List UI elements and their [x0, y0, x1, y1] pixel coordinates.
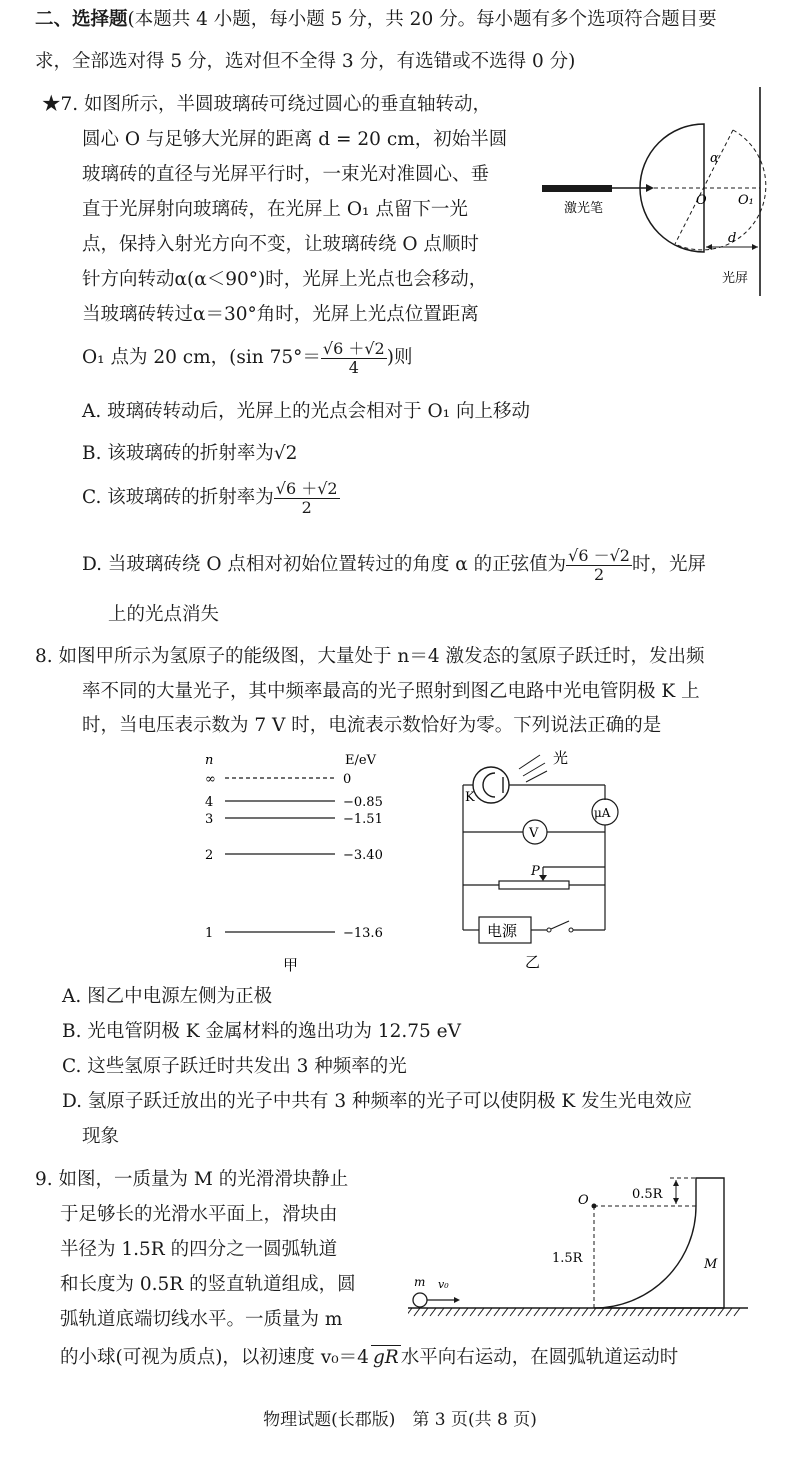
half-r-label: 0.5R	[632, 1187, 663, 1202]
q9-line-2: 于足够长的光滑水平面上，滑块由	[60, 1204, 338, 1225]
ground-hatch	[582, 1308, 588, 1316]
k-label: K	[465, 790, 475, 805]
sin75-fraction: $\frac{√6 +√2}{4}$	[322, 339, 385, 377]
ground-hatch	[542, 1308, 548, 1316]
energy-level-n: 3	[205, 812, 214, 827]
ground-hatch	[454, 1308, 460, 1316]
energy-level-n: 2	[205, 848, 214, 863]
energy-level-n: 4	[205, 795, 214, 810]
alpha-label: α	[710, 151, 719, 166]
ground-hatch	[590, 1308, 596, 1316]
q7-line-2: 圆心 O 与足够大光屏的距离 d = 20 cm，初始半圆	[82, 129, 508, 150]
ground-hatch	[550, 1308, 556, 1316]
q7-option-d: D. 当玻璃砖绕 O 点相对初始位置转过的角度 α 的正弦值为 $\frac{√6 -√2}{2}$ 时，光屏	[82, 546, 706, 584]
circuit-caption: 乙	[525, 953, 541, 971]
switch	[547, 928, 551, 932]
ground-hatch	[654, 1308, 660, 1316]
q8-line-3: 时，当电压表示数为 7 V 时，电流表示数恰好为零。下列说法正确的是	[82, 715, 662, 736]
ground-hatch	[606, 1308, 612, 1316]
ground-hatch	[534, 1308, 540, 1316]
ground-hatch	[726, 1308, 732, 1316]
ground-hatch	[494, 1308, 500, 1316]
q7-sin-line: O₁ 点为 20 cm，(sin 75°＝ $\frac{√6 +√2}{4}$ )则	[82, 339, 413, 377]
energy-level-value: 0	[343, 772, 352, 787]
light-label: 光	[553, 749, 569, 767]
q8-line-2: 率不同的大量光子，其中频率最高的光子照射到图乙电路中光电管阴极 K 上	[82, 681, 700, 702]
q8-line-1: 8. 如图甲所示为氢原子的能级图，大量处于 n＝4 激发态的氢原子跃迁时，发出频	[35, 646, 705, 667]
ground-hatch	[678, 1308, 684, 1316]
rheostat	[499, 881, 569, 889]
v-label: V	[529, 826, 539, 841]
section-intro-2: 求，全部选对得 5 分，选对但不全得 3 分，有选错或不选得 0 分)	[35, 51, 576, 72]
ground-hatch	[502, 1308, 508, 1316]
laser-pen-icon	[542, 185, 612, 192]
ground-hatch	[710, 1308, 716, 1316]
ball-mass-label: m	[414, 1275, 426, 1289]
ground-hatch	[422, 1308, 428, 1316]
center-label: O	[696, 193, 707, 208]
semicircle-prism-figure	[538, 82, 778, 302]
ball	[413, 1293, 427, 1307]
ground-hatch	[430, 1308, 436, 1316]
q9-line-6: 的小球(可视为质点)，以初速度 v₀＝4 gR 水平向右运动，在圆弧轨道运动时	[60, 1347, 679, 1368]
q7-line-6: 针方向转动α(α＜90°)时，光屏上光点也会移动，	[82, 269, 488, 290]
ground-hatch	[686, 1308, 692, 1316]
ground-hatch	[518, 1308, 524, 1316]
ground-hatch	[646, 1308, 652, 1316]
p-label: P	[531, 864, 540, 879]
screen-label: 光屏	[722, 271, 749, 286]
ground-hatch	[478, 1308, 484, 1316]
q7-option-a: A. 玻璃砖转动后，光屏上的光点会相对于 O₁ 向上移动	[82, 401, 530, 422]
page-footer: 物理试题(长郡版) 第 3 页(共 8 页)	[263, 1410, 537, 1430]
ground-hatch	[638, 1308, 644, 1316]
q9-line-4: 和长度为 0.5R 的竖直轨道组成，圆	[60, 1274, 356, 1295]
ground-hatch	[574, 1308, 580, 1316]
q7-option-c: C. 该玻璃砖的折射率为 $\frac{√6 +√2}{2}$	[82, 479, 338, 517]
ground-hatch	[614, 1308, 620, 1316]
radius-label: 1.5R	[552, 1251, 583, 1266]
o1-label: O₁	[738, 193, 754, 208]
ground-hatch	[414, 1308, 420, 1316]
q7-line-4: 直于光屏射向玻璃砖，在光屏上 O₁ 点留下一光	[82, 199, 468, 220]
energy-level-value: −13.6	[343, 926, 383, 941]
energy-level-value: −0.85	[343, 795, 383, 810]
q8-option-a: A. 图乙中电源左侧为正极	[62, 986, 273, 1007]
ground-hatch	[622, 1308, 628, 1316]
energy-level-value: −3.40	[343, 848, 383, 863]
section-title: 二、选择题	[35, 9, 128, 30]
section-intro-1: (本题共 4 小题，每小题 5 分，共 20 分。每小题有多个选项符合题目要	[127, 9, 717, 30]
source-label: 电源	[487, 922, 518, 940]
energy-level-n: 1	[205, 926, 214, 941]
q9-line-1: 9. 如图，一质量为 M 的光滑滑块静止	[35, 1169, 349, 1190]
ground-hatch	[670, 1308, 676, 1316]
e-header: E/eV	[345, 753, 376, 768]
q7-option-d-cont: 上的光点消失	[108, 604, 220, 625]
slider-track-figure	[408, 1168, 753, 1328]
laser-label: 激光笔	[564, 201, 604, 216]
q9-line-5: 弧轨道底端切线水平。一质量为 m	[60, 1309, 343, 1330]
energy-level-value: −1.51	[343, 812, 383, 827]
ground-hatch	[526, 1308, 532, 1316]
q7-line-1: ★7. 如图所示，半圆玻璃砖可绕过圆心的垂直轴转动，	[42, 94, 492, 115]
n-header: n	[205, 753, 214, 768]
mass-m-big-label: M	[704, 1257, 718, 1272]
photoelectric-circuit	[455, 745, 635, 975]
ground-hatch	[462, 1308, 468, 1316]
ground-hatch	[566, 1308, 572, 1316]
q9-line-3: 半径为 1.5R 的四分之一圆弧轨道	[60, 1239, 338, 1260]
energy-level-diagram	[195, 750, 425, 975]
star-icon: ★	[42, 94, 61, 115]
energy-level-n: ∞	[205, 772, 216, 787]
v0-label: v₀	[438, 1278, 449, 1291]
option-c-fraction: $\frac{√6 +√2}{2}$	[275, 479, 338, 517]
q8-option-d: D. 氢原子跃迁放出的光子中共有 3 种频率的光子可以使阴极 K 发生光电效应	[62, 1091, 693, 1112]
ground-hatch	[630, 1308, 636, 1316]
sqrt-gr: gR	[372, 1347, 399, 1368]
ground-hatch	[486, 1308, 492, 1316]
ground-hatch	[694, 1308, 700, 1316]
ground-hatch	[558, 1308, 564, 1316]
option-d-fraction: $\frac{√6 -√2}{2}$	[568, 546, 630, 584]
ground-hatch	[718, 1308, 724, 1316]
ground-hatch	[446, 1308, 452, 1316]
section-heading-line	[35, 8, 717, 31]
ground-hatch	[734, 1308, 740, 1316]
q7-option-b: B. 该玻璃砖的折射率为√2	[82, 443, 298, 464]
ground-hatch	[702, 1308, 708, 1316]
q7-line-3: 玻璃砖的直径与光屏平行时，一束光对准圆心、垂	[82, 164, 490, 185]
ground-hatch	[662, 1308, 668, 1316]
energy-caption: 甲	[283, 956, 299, 974]
ground-hatch	[598, 1308, 604, 1316]
q8-option-d-cont: 现象	[82, 1126, 120, 1147]
q7-line-5: 点，保持入射光方向不变，让玻璃砖绕 O 点顺时	[82, 234, 479, 255]
ground-hatch	[438, 1308, 444, 1316]
center-o-label: O	[578, 1193, 589, 1208]
q8-option-c: C. 这些氢原子跃迁时共发出 3 种频率的光	[62, 1056, 407, 1077]
q8-option-b: B. 光电管阴极 K 金属材料的逸出功为 12.75 eV	[62, 1021, 461, 1042]
d-label: d	[728, 231, 737, 246]
ground-hatch	[470, 1308, 476, 1316]
ground-hatch	[408, 1308, 412, 1316]
ua-label: μA	[594, 806, 611, 820]
ground-hatch	[510, 1308, 516, 1316]
q7-line-7: 当玻璃砖转过α＝30°角时，光屏上光点位置距离	[82, 304, 479, 325]
